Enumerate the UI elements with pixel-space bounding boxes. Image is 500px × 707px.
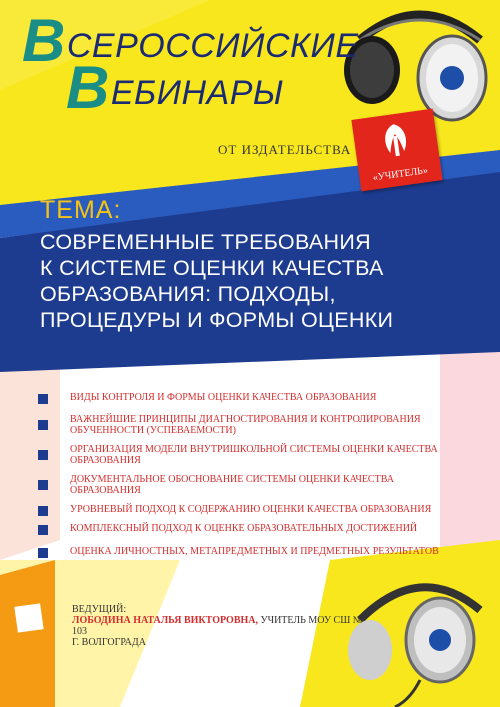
site-title (22, 7, 359, 121)
logo-name: «УЧИТЕЛЬ» (372, 164, 429, 184)
topic-line: ОБРАЗОВАНИЯ: ПОДХОДЫ, (40, 282, 336, 306)
bullet-square-icon (38, 394, 48, 404)
topic-title (40, 229, 490, 333)
publisher-caption: ОТ ИЗДАТЕЛЬСТВА (218, 142, 352, 157)
speaker-block (72, 604, 372, 648)
bullet-square-icon (38, 525, 48, 535)
bullet-square-icon (38, 480, 48, 490)
speaker-position: УЧИТЕЛЬ МОУ СШ № 103 (72, 615, 363, 637)
title-line-2: ВЕБИНАРЫ (66, 54, 284, 121)
speaker-line (72, 615, 372, 637)
logo-emblem-icon (351, 109, 439, 172)
bullet-square-icon (38, 450, 48, 460)
bullet-square-icon (38, 506, 48, 516)
bullet-square-icon (38, 420, 48, 430)
topic-line: СОВРЕМЕННЫЕ ТРЕБОВАНИЯ (40, 230, 371, 254)
topic-label: ТЕМА: (40, 196, 122, 224)
speaker-name: ЛОБОДИНА НАТАЛЬЯ ВИКТОРОВНА, (72, 615, 258, 626)
decor-square (14, 603, 43, 632)
speaker-city: Г. ВОЛГОГРАДА (72, 637, 146, 648)
title-line-1: ВСЕРОССИЙСКИЕ (22, 7, 359, 74)
bullet-square-icon (38, 548, 48, 558)
topic-line: ПРОЦЕДУРЫ И ФОРМЫ ОЦЕНКИ (40, 308, 394, 332)
speaker-label: ВЕДУЩИЙ: (72, 604, 127, 615)
topic-line: К СИСТЕМЕ ОЦЕНКИ КАЧЕСТВА (40, 256, 384, 280)
publisher-logo-icon (351, 109, 442, 192)
